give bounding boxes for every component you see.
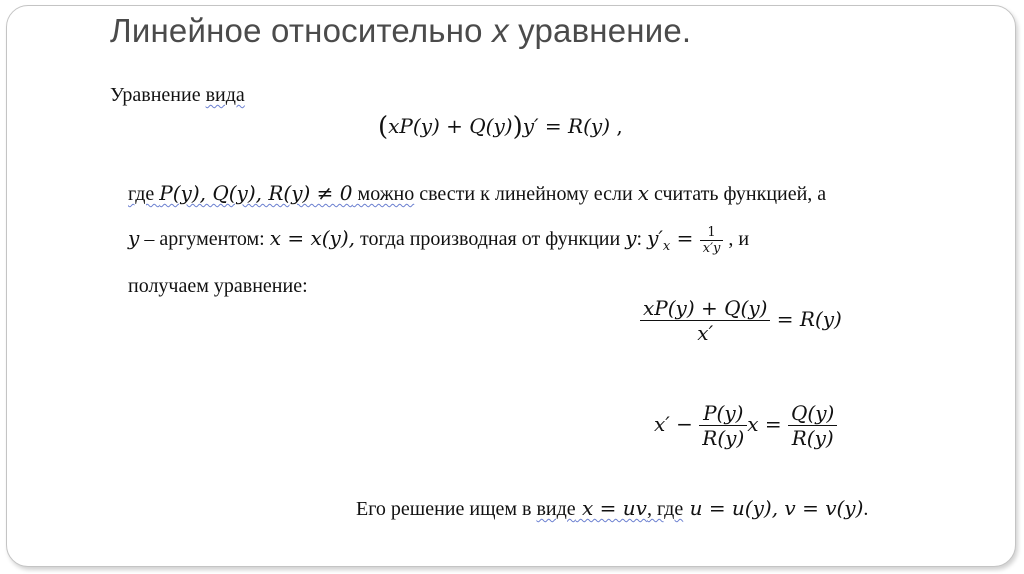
line1-end: считать функцией, а bbox=[649, 183, 827, 205]
eq1-rest: y′ = R(y) bbox=[522, 114, 611, 138]
eq2-rhs: = R(y) bbox=[776, 307, 842, 331]
where-word: где bbox=[128, 183, 160, 205]
eq3-fraction-left bbox=[699, 401, 747, 450]
equation-3 bbox=[654, 401, 837, 450]
solution-d: , где bbox=[646, 498, 684, 520]
fraction-numerator: 1 bbox=[707, 225, 716, 240]
result-intro: получаем уравнение: bbox=[128, 275, 308, 297]
line2-y2: y bbox=[625, 226, 637, 251]
eq2-numerator: xP(y) + Q(y) bbox=[643, 296, 768, 320]
eq1-tail: , bbox=[610, 114, 623, 138]
line2-equals: = bbox=[670, 226, 700, 251]
conditions-formula: P(y), Q(y), R(y) ≠ 0 bbox=[159, 181, 353, 205]
argument-line bbox=[128, 225, 749, 256]
title-prefix: Линейное относительно bbox=[110, 12, 493, 49]
fraction-denominator: x′y bbox=[700, 240, 724, 256]
can-word: можно bbox=[352, 183, 415, 205]
intro-word: Уравнение bbox=[110, 84, 206, 106]
intro-word-underlined: вида bbox=[205, 84, 245, 106]
line2-and: , и bbox=[723, 228, 750, 251]
eq3-lhs: x′ − bbox=[654, 412, 693, 436]
line2-deriv: y′ bbox=[647, 226, 663, 251]
title-suffix: уравнение. bbox=[508, 12, 692, 49]
eq3-right-denominator: R(y) bbox=[788, 425, 837, 450]
eq3-left-denominator: R(y) bbox=[699, 425, 747, 450]
line2-y: y bbox=[128, 226, 140, 251]
eq3-left-numerator: P(y) bbox=[703, 401, 744, 425]
eq3-mid: x = bbox=[747, 412, 782, 436]
eq2-fraction bbox=[640, 296, 770, 345]
solution-a: Его решение ищем в bbox=[356, 498, 537, 520]
eq3-fraction-right bbox=[788, 401, 837, 450]
solution-f: . bbox=[863, 498, 869, 520]
derivative-fraction bbox=[700, 225, 724, 256]
solution-c: x = uv bbox=[575, 496, 647, 520]
line2-colon: : bbox=[636, 228, 648, 251]
intro-text bbox=[110, 84, 245, 107]
equation-1: (xP(y) + Q(y))y′ = R(y) , bbox=[378, 112, 623, 142]
title-variable: x bbox=[492, 12, 509, 49]
line2-then: тогда производная от функции bbox=[354, 228, 626, 251]
equation-2 bbox=[640, 296, 842, 345]
condition-line bbox=[128, 181, 826, 206]
solution-line bbox=[356, 496, 868, 521]
solution-e: u = u(y), v = v(y) bbox=[683, 496, 864, 520]
slide-title bbox=[110, 12, 691, 50]
eq3-right-numerator: Q(y) bbox=[791, 401, 835, 425]
line1-x: x bbox=[637, 181, 649, 205]
eq1-group: xP(y) + Q(y) bbox=[388, 114, 513, 138]
line1-rest: свести к линейному если bbox=[414, 183, 638, 205]
eq2-denominator: x′ bbox=[640, 320, 770, 345]
line2-arg: – аргументом: bbox=[139, 228, 270, 251]
line2-sub: x bbox=[662, 239, 671, 255]
solution-b: виде bbox=[536, 498, 576, 520]
line2-eq: x = x(y), bbox=[269, 226, 355, 251]
